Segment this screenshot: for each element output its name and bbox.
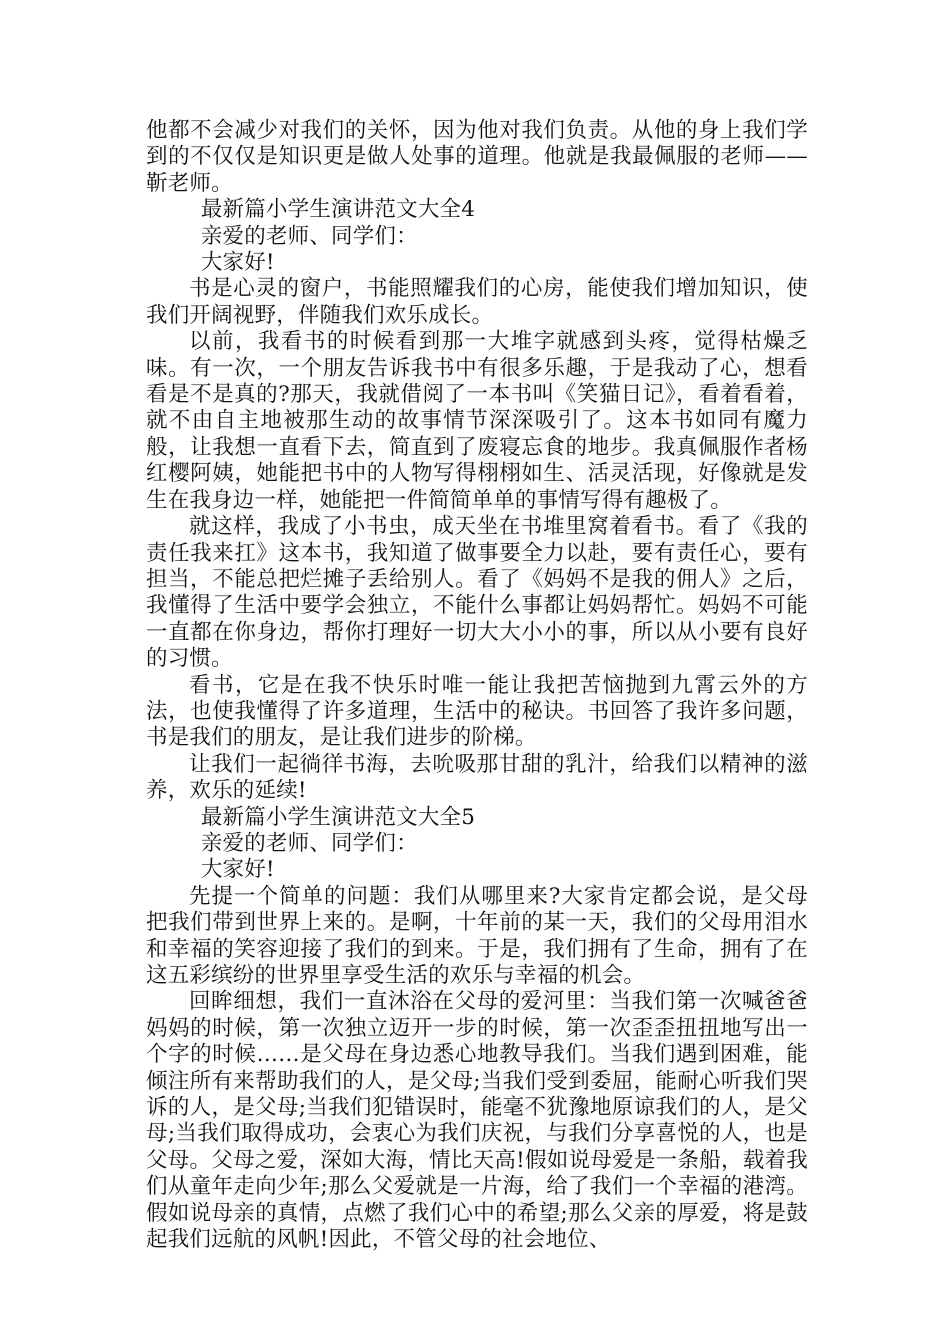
salutation: 亲爱的老师、同学们： (200, 830, 418, 856)
section-title-5: 最新篇小学生演讲范文大全5 (200, 804, 476, 830)
paragraph: 让我们一起徜徉书海，去吮吸那甘甜的乳汁，给我们以精神的滋养，欢乐的延续! (146, 751, 808, 804)
section-title-4: 最新篇小学生演讲范文大全4 (200, 197, 476, 223)
greeting: 大家好! (200, 250, 275, 276)
salutation: 亲爱的老师、同学们： (200, 223, 418, 249)
paragraph: 书是心灵的窗户，书能照耀我们的心房，能使我们增加知识，使我们开阔视野，伴随我们欢乐成长。 (146, 276, 808, 328)
paragraph: 先提一个简单的问题：我们从哪里来?大家肯定都会说，是父母把我们带到世界上来的。是啊，十年前的某一天，我们的父母用泪水和幸福的笑容迎接了我们的到来。于是，我们拥有了生命，拥有了在这五彩缤纷的世界里享受生活的欢乐与幸福的机会。 (146, 883, 808, 988)
paragraph: 以前，我看书的时候看到那一大堆字就感到头疼，觉得枯燥乏味。有一次，一个朋友告诉我书中有很多乐趣，于是我动了心，想看看是不是真的?那天，我就借阅了一本书叫《笑猫日记》，看着看着，就不由自主地被那生动的故事情节深深吸引了。这本书如同有魔力般，让我想一直看下去，简直到了废寝忘食的地步。我真佩服作者杨红樱阿姨，她能把书中的人物写得栩栩如生、活灵活现，好像就是发生在我身边一样，她能把一件简简单单的事情写得有趣极了。 (146, 329, 808, 513)
paragraph-continuation: 他都不会减少对我们的关怀，因为他对我们负责。从他的身上我们学到的不仅仅是知识更是做人处事的道理。他就是我最佩服的老师——靳老师。 (146, 118, 808, 196)
paragraph: 回眸细想，我们一直沐浴在父母的爱河里：当我们第一次喊爸爸妈妈的时候，第一次独立迈开一步的时候，第一次歪歪扭扭地写出一个字的时候……是父母在身边悉心地教导我们。当我们遇到困难，能倾注所有来帮助我们的人，是父母;当我们受到委屈，能耐心听我们哭诉的人，是父母;当我们犯错误时，能毫不犹豫地原谅我们的人，是父母;当我们取得成功，会衷心为我们庆祝，与我们分享喜悦的人，也是父母。父母之爱，深如大海，情比天高!假如说母爱是一条船，载着我们从童年走向少年;那么父爱就是一片海，给了我们一个幸福的港湾。假如说母亲的真情，点燃了我们心中的希望;那么父亲的厚爱，将是鼓起我们远航的风帆!因此，不管父母的社会地位、 (146, 989, 808, 1253)
greeting: 大家好! (200, 857, 275, 883)
paragraph: 就这样，我成了小书虫，成天坐在书堆里窝着看书。看了《我的责任我来扛》这本书，我知道了做事要全力以赴，要有责任心，要有担当，不能总把烂摊子丢给别人。看了《妈妈不是我的佣人》之后，我懂得了生活中要学会独立，不能什么事都让妈妈帮忙。妈妈不可能一直都在你身边，帮你打理好一切大大小小的事，所以从小要有良好的习惯。 (146, 514, 808, 672)
document-page (146, 118, 808, 1253)
paragraph: 看书，它是在我不快乐时唯一能让我把苦恼抛到九霄云外的方法，也使我懂得了许多道理，生活中的秘诀。书回答了我许多问题，书是我们的朋友，是让我们进步的阶梯。 (146, 672, 808, 751)
